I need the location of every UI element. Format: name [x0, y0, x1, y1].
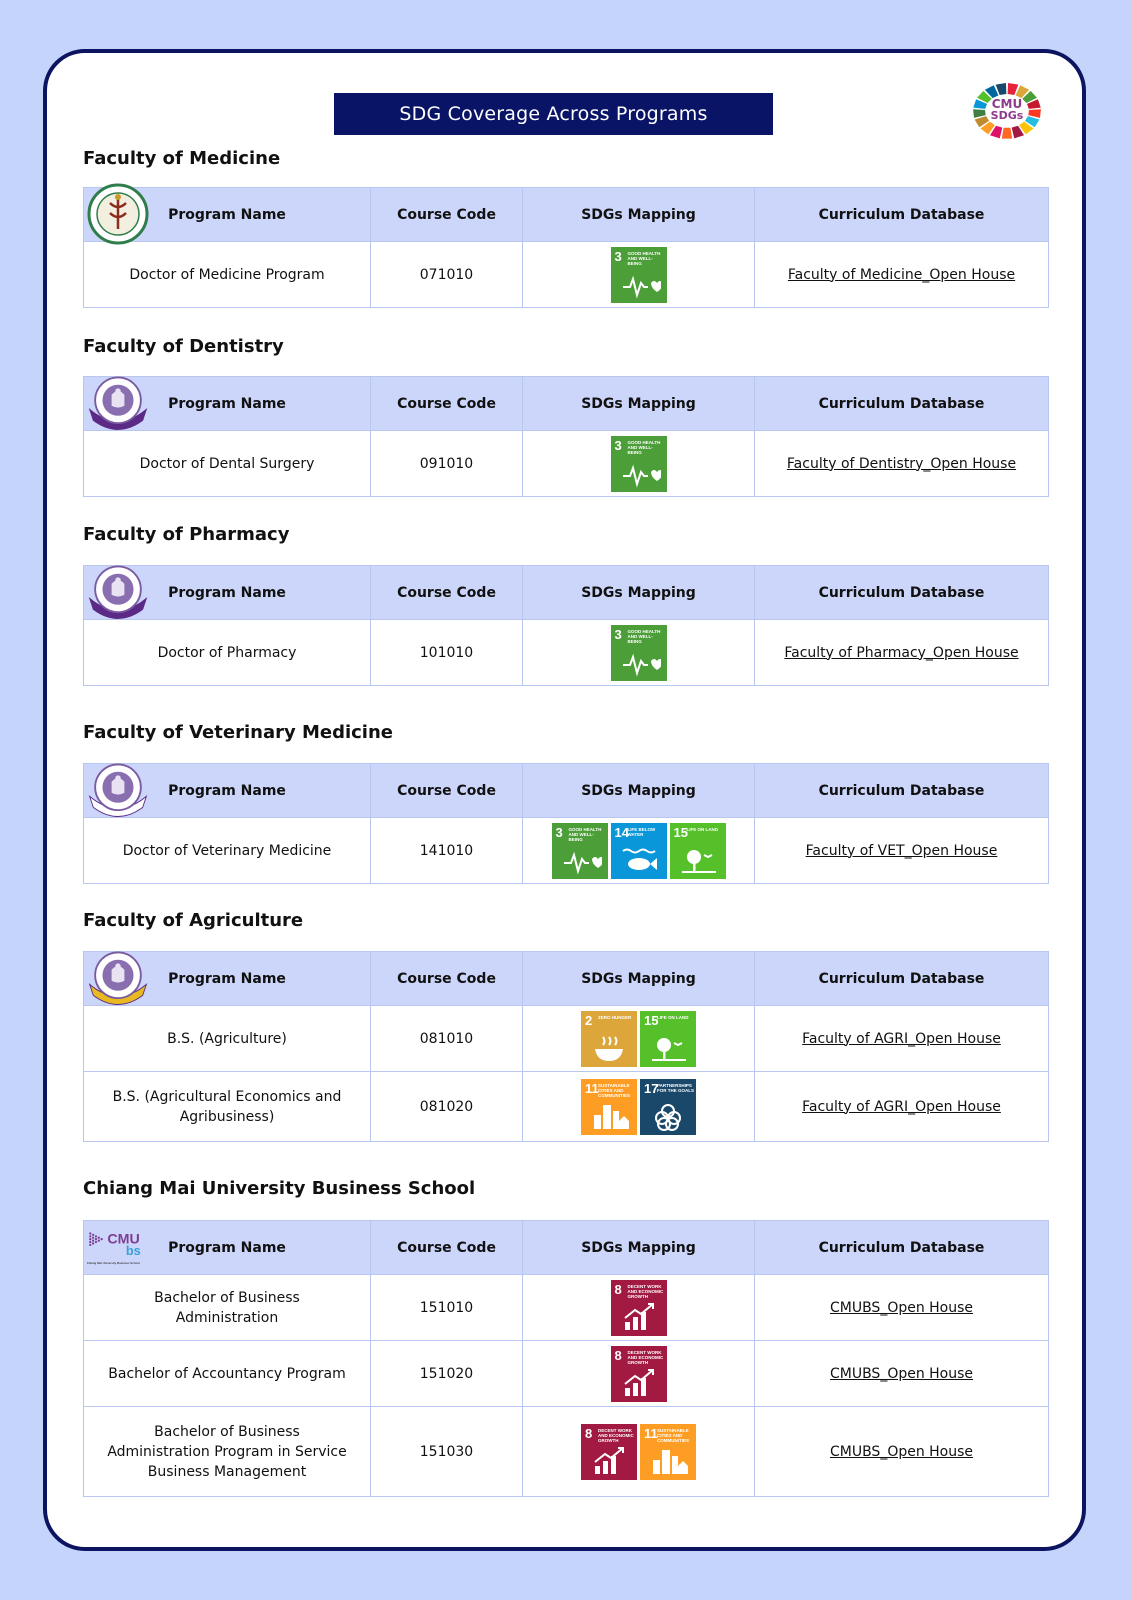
course-code-cell: 081010	[371, 1006, 523, 1072]
header-course-code: Course Code	[371, 566, 523, 620]
curriculum-db-cell	[755, 1006, 1049, 1072]
header-sdgs-mapping: SDGs Mapping	[523, 764, 755, 818]
tree-icon	[680, 845, 720, 875]
sdg-number: 14	[614, 824, 629, 840]
header-sdgs-mapping: SDGs Mapping	[523, 188, 755, 242]
program-name-cell: B.S. (Agriculture)	[84, 1006, 371, 1072]
table-row	[84, 1407, 1049, 1497]
sdg-number: 3	[614, 626, 622, 642]
table-header-row	[84, 188, 1049, 242]
program-name-cell: Doctor of Medicine Program	[84, 242, 371, 308]
curriculum-db-link[interactable]: Faculty of Dentistry_Open House	[786, 455, 1017, 472]
program-name-cell: Bachelor of Business Administration	[84, 1275, 371, 1341]
sdg-number: 11	[585, 1080, 599, 1096]
sdg-number: 3	[555, 824, 563, 840]
logo-text-cmu: CMU	[991, 97, 1023, 111]
header-sdgs-mapping: SDGs Mapping	[523, 1221, 755, 1275]
header-program-name-label: Program Name	[168, 1239, 286, 1256]
sdgs-mapping-cell	[523, 1006, 755, 1072]
cmubs-logo-sub-text: bs	[125, 1242, 141, 1258]
sdg-label: GOOD HEALTH AND WELL-BEING	[627, 628, 661, 644]
course-code-cell: 151010	[371, 1275, 523, 1341]
sdg-label: LIFE ON LAND	[657, 1014, 689, 1020]
veterinary-emblem-icon	[86, 759, 150, 821]
curriculum-db-cell	[755, 1341, 1049, 1407]
course-code-cell: 101010	[371, 620, 523, 686]
header-course-code: Course Code	[371, 188, 523, 242]
header-sdgs-mapping: SDGs Mapping	[523, 377, 755, 431]
table-row	[84, 431, 1049, 497]
header-program-name-label: Program Name	[168, 782, 286, 799]
curriculum-db-cell	[755, 1072, 1049, 1142]
sdg-number: 15	[673, 824, 688, 840]
curriculum-db-link[interactable]: Faculty of Pharmacy_Open House	[784, 644, 1019, 661]
header-program-name	[84, 764, 371, 818]
header-course-code: Course Code	[371, 1221, 523, 1275]
header-course-code: Course Code	[371, 764, 523, 818]
sdg-11-tile	[581, 1079, 637, 1135]
sdg-number: 3	[614, 248, 622, 264]
table-row	[84, 620, 1049, 686]
header-sdgs-mapping: SDGs Mapping	[523, 566, 755, 620]
sdg-number: 3	[614, 437, 622, 453]
sdg-number: 2	[585, 1012, 593, 1028]
table-row	[84, 1341, 1049, 1407]
sdg-number: 15	[644, 1012, 659, 1028]
program-name-cell: Bachelor of Business Administration Program in Service Business Management	[84, 1407, 371, 1497]
curriculum-db-cell	[755, 242, 1049, 308]
sdg-label: SUSTAINABLE CITIES AND COMMUNITIES	[657, 1427, 689, 1443]
table-row	[84, 242, 1049, 308]
sdg-label: ZERO HUNGER	[598, 1014, 632, 1020]
program-table	[83, 763, 1049, 884]
program-table	[83, 951, 1049, 1142]
curriculum-db-cell	[755, 620, 1049, 686]
sdgs-mapping-cell	[523, 242, 755, 308]
sdg-label: GOOD HEALTH AND WELL-BEING	[627, 250, 661, 266]
cmu-sdgs-logo	[967, 78, 1047, 144]
program-name-cell: Doctor of Veterinary Medicine	[84, 818, 371, 884]
growth-chart-icon	[621, 1302, 661, 1332]
program-table	[83, 187, 1049, 308]
sdg-15-tile	[640, 1011, 696, 1067]
header-course-code: Course Code	[371, 952, 523, 1006]
curriculum-db-cell	[755, 431, 1049, 497]
header-program-name	[84, 1221, 371, 1275]
program-table	[83, 565, 1049, 686]
sdgs-mapping-cell	[523, 1275, 755, 1341]
curriculum-db-link[interactable]: Faculty of VET_Open House	[805, 842, 998, 859]
header-program-name	[84, 377, 371, 431]
heartbeat-icon	[621, 269, 661, 299]
partnership-icon	[650, 1101, 690, 1131]
program-name-cell: B.S. (Agricultural Economics and Agribusiness)	[84, 1072, 371, 1142]
agriculture-emblem-icon	[86, 947, 150, 1009]
growth-chart-icon	[591, 1446, 631, 1476]
header-sdgs-mapping: SDGs Mapping	[523, 952, 755, 1006]
sdg-label: DECENT WORK AND ECONOMIC GROWTH	[627, 1283, 664, 1299]
curriculum-db-link[interactable]: CMUBS_Open House	[829, 1443, 974, 1460]
sdg-label: LIFE BELOW WATER	[627, 826, 656, 837]
sdg-number: 17	[644, 1080, 659, 1096]
city-icon	[591, 1101, 631, 1131]
program-table	[83, 376, 1049, 497]
table-header-row	[84, 1221, 1049, 1275]
curriculum-db-link[interactable]: Faculty of AGRI_Open House	[802, 1030, 1001, 1047]
header-program-name-label: Program Name	[168, 584, 286, 601]
sdg-label: GOOD HEALTH AND WELL-BEING	[568, 826, 602, 842]
bowl-icon	[591, 1033, 631, 1063]
sdg-3-tile	[611, 436, 667, 492]
heartbeat-icon	[621, 647, 661, 677]
faculty-title: Faculty of Dentistry	[83, 336, 284, 357]
course-code-cell: 141010	[371, 818, 523, 884]
pharmacy-emblem-icon	[86, 561, 150, 623]
header-curriculum-db: Curriculum Database	[755, 764, 1049, 818]
sdg-label: DECENT WORK AND ECONOMIC GROWTH	[627, 1349, 664, 1365]
curriculum-db-cell	[755, 818, 1049, 884]
sdg-11-tile	[640, 1424, 696, 1480]
faculty-title: Faculty of Veterinary Medicine	[83, 722, 393, 743]
header-program-name	[84, 566, 371, 620]
sdg-17-tile	[640, 1079, 696, 1135]
program-name-cell: Doctor of Pharmacy	[84, 620, 371, 686]
cmubs-logo-icon	[86, 1216, 150, 1278]
curriculum-db-cell	[755, 1407, 1049, 1497]
sdg-number: 11	[644, 1425, 658, 1441]
sdg-3-tile	[611, 247, 667, 303]
course-code-cell: 151020	[371, 1341, 523, 1407]
sdg-2-tile	[581, 1011, 637, 1067]
header-program-name-label: Program Name	[168, 206, 286, 223]
curriculum-db-cell	[755, 1275, 1049, 1341]
curriculum-db-link[interactable]: CMUBS_Open House	[829, 1365, 974, 1382]
sdg-number: 8	[614, 1347, 622, 1363]
sdg-14-tile	[611, 823, 667, 879]
growth-chart-icon	[621, 1368, 661, 1398]
sdgs-mapping-cell	[523, 818, 755, 884]
course-code-cell: 091010	[371, 431, 523, 497]
curriculum-db-link[interactable]: CMUBS_Open House	[829, 1299, 974, 1316]
sdg-8-tile	[611, 1346, 667, 1402]
sdg-8-tile	[581, 1424, 637, 1480]
tree-icon	[650, 1033, 690, 1063]
sdg-label: LIFE ON LAND	[686, 826, 718, 832]
sdgs-mapping-cell	[523, 431, 755, 497]
table-row	[84, 1072, 1049, 1142]
heartbeat-icon	[562, 845, 602, 875]
header-program-name	[84, 188, 371, 242]
sdgs-mapping-cell	[523, 620, 755, 686]
sdg-label: DECENT WORK AND ECONOMIC GROWTH	[598, 1427, 634, 1443]
header-program-name-label: Program Name	[168, 970, 286, 987]
sdg-3-tile	[552, 823, 608, 879]
cmubs-logo-caption: Chiang Mai University Business School	[86, 1261, 140, 1266]
course-code-cell: 151030	[371, 1407, 523, 1497]
course-code-cell: 081020	[371, 1072, 523, 1142]
header-curriculum-db: Curriculum Database	[755, 952, 1049, 1006]
header-program-name	[84, 952, 371, 1006]
sdg-number: 8	[585, 1425, 593, 1441]
header-course-code: Course Code	[371, 377, 523, 431]
table-row	[84, 818, 1049, 884]
sdg-label: GOOD HEALTH AND WELL-BEING	[627, 439, 661, 455]
table-header-row	[84, 764, 1049, 818]
faculty-title: Faculty of Agriculture	[83, 910, 304, 931]
header-program-name-label: Program Name	[168, 395, 286, 412]
table-header-row	[84, 952, 1049, 1006]
medicine-emblem-icon	[86, 183, 150, 245]
sdg-label: PARTNERSHIPS FOR THE GOALS	[657, 1082, 694, 1093]
table-row	[84, 1006, 1049, 1072]
table-header-row	[84, 566, 1049, 620]
dentistry-emblem-icon	[86, 372, 150, 434]
page-title: SDG Coverage Across Programs	[334, 93, 773, 135]
fish-icon	[621, 845, 661, 875]
sdg-3-tile	[611, 625, 667, 681]
logo-text-sdgs: SDGs	[990, 109, 1024, 122]
table-row	[84, 1275, 1049, 1341]
cmubs-logo-main-text: CMU	[107, 1231, 140, 1248]
program-name-cell: Doctor of Dental Surgery	[84, 431, 371, 497]
sdgs-mapping-cell	[523, 1407, 755, 1497]
heartbeat-icon	[621, 458, 661, 488]
faculty-title: Faculty of Medicine	[83, 148, 281, 169]
sdg-8-tile	[611, 1280, 667, 1336]
curriculum-db-link[interactable]: Faculty of AGRI_Open House	[802, 1098, 1001, 1115]
course-code-cell: 071010	[371, 242, 523, 308]
header-curriculum-db: Curriculum Database	[755, 188, 1049, 242]
table-header-row	[84, 377, 1049, 431]
curriculum-db-link[interactable]: Faculty of Medicine_Open House	[787, 266, 1016, 283]
sdg-wheel-segment	[1002, 128, 1012, 139]
sdgs-mapping-cell	[523, 1341, 755, 1407]
header-curriculum-db: Curriculum Database	[755, 377, 1049, 431]
city-icon	[650, 1446, 690, 1476]
header-curriculum-db: Curriculum Database	[755, 566, 1049, 620]
sdgs-mapping-cell	[523, 1072, 755, 1142]
faculty-title: Chiang Mai University Business School	[83, 1178, 476, 1199]
header-curriculum-db: Curriculum Database	[755, 1221, 1049, 1275]
sdg-15-tile	[670, 823, 726, 879]
sdg-number: 8	[614, 1281, 622, 1297]
faculty-title: Faculty of Pharmacy	[83, 524, 290, 545]
sdg-label: SUSTAINABLE CITIES AND COMMUNITIES	[598, 1082, 630, 1098]
program-name-cell: Bachelor of Accountancy Program	[84, 1341, 371, 1407]
program-table	[83, 1220, 1049, 1497]
